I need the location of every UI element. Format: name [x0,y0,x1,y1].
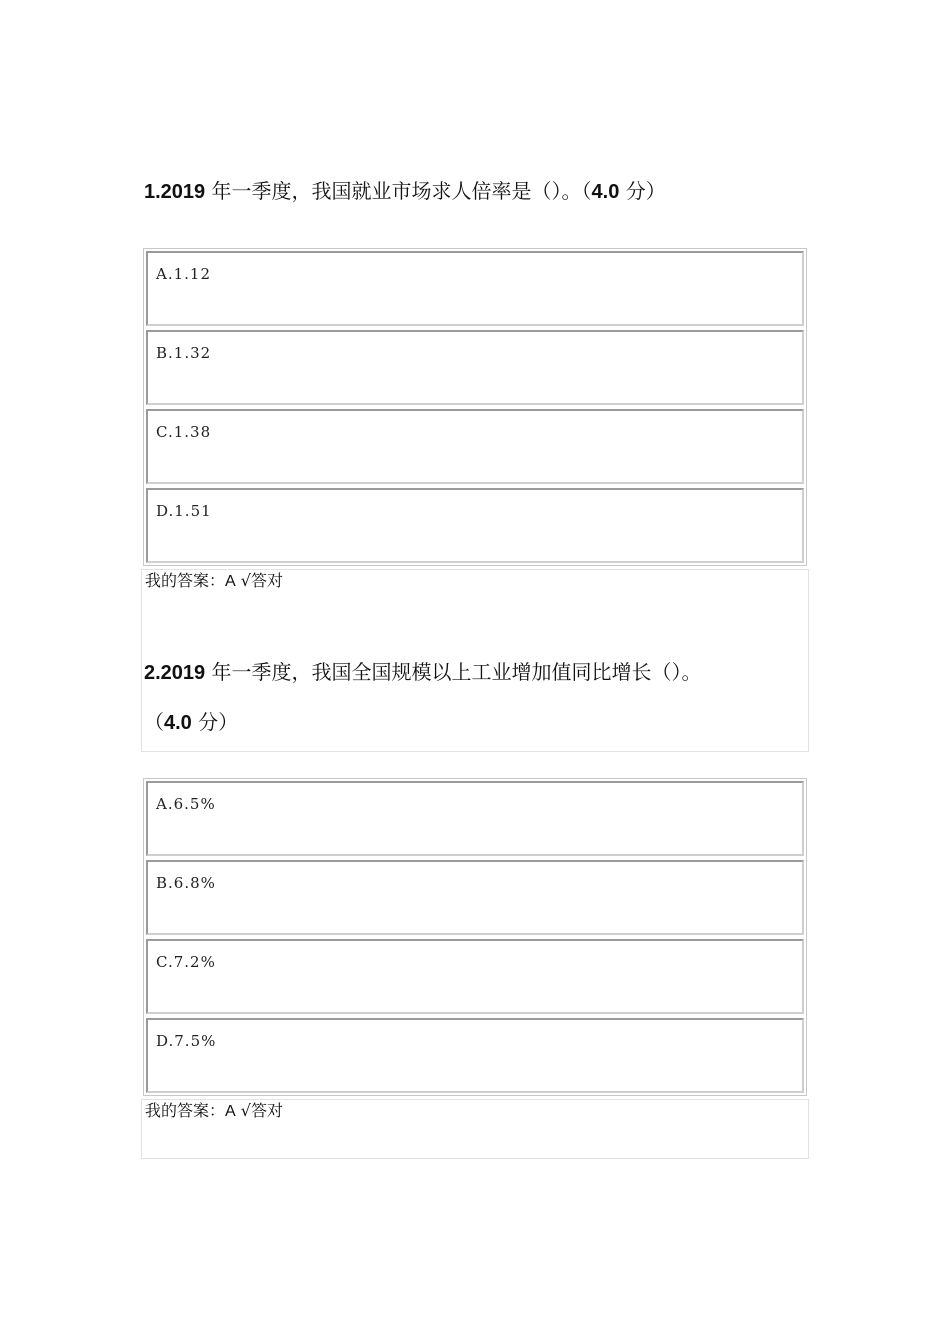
question-1-text: 年一季度，我国就业市场求人倍率是（）。（ [205,179,592,203]
question-1-answer-label: 我的答案： [145,571,226,590]
question-2-option-d[interactable]: D.7.5% [146,1018,804,1093]
question-2-score-prefix: （ [144,710,164,734]
question-1-option-b[interactable]: B.1.32 [146,330,804,405]
question-1-options [143,248,807,566]
question-2-answer-result: √答对 [235,1101,283,1120]
question-2-answer-label: 我的答案： [145,1101,226,1120]
question-1-score-suffix: 分） [619,179,666,203]
question-2-answer-value: A [225,1103,236,1120]
question-2-answer [145,1101,283,1122]
question-2-options [143,778,807,1096]
question-1-option-a[interactable]: A.1.12 [146,251,804,326]
question-1-score: 4.0 [591,181,620,203]
question-2-text: 年一季度，我国全国规模以上工业增加值同比增长（）。 [205,660,702,684]
question-2-option-a[interactable]: A.6.5% [146,781,804,856]
question-2-option-b[interactable]: B.6.8% [146,860,804,935]
question-1-answer-result: √答对 [235,571,283,590]
question-1-number: 1.2019 [144,181,206,203]
question-2-title [144,652,702,693]
question-1-answer-value: A [225,573,236,590]
question-1-title [144,171,666,212]
question-1-option-c[interactable]: C.1.38 [146,409,804,484]
question-2-option-c[interactable]: C.7.2% [146,939,804,1014]
question-2-score-suffix: 分） [191,710,239,734]
question-2-number: 2.2019 [144,662,206,684]
question-2-score: 4.0 [164,712,192,734]
question-2-title-line2 [144,702,238,743]
question-1-option-d[interactable]: D.1.51 [146,488,804,563]
